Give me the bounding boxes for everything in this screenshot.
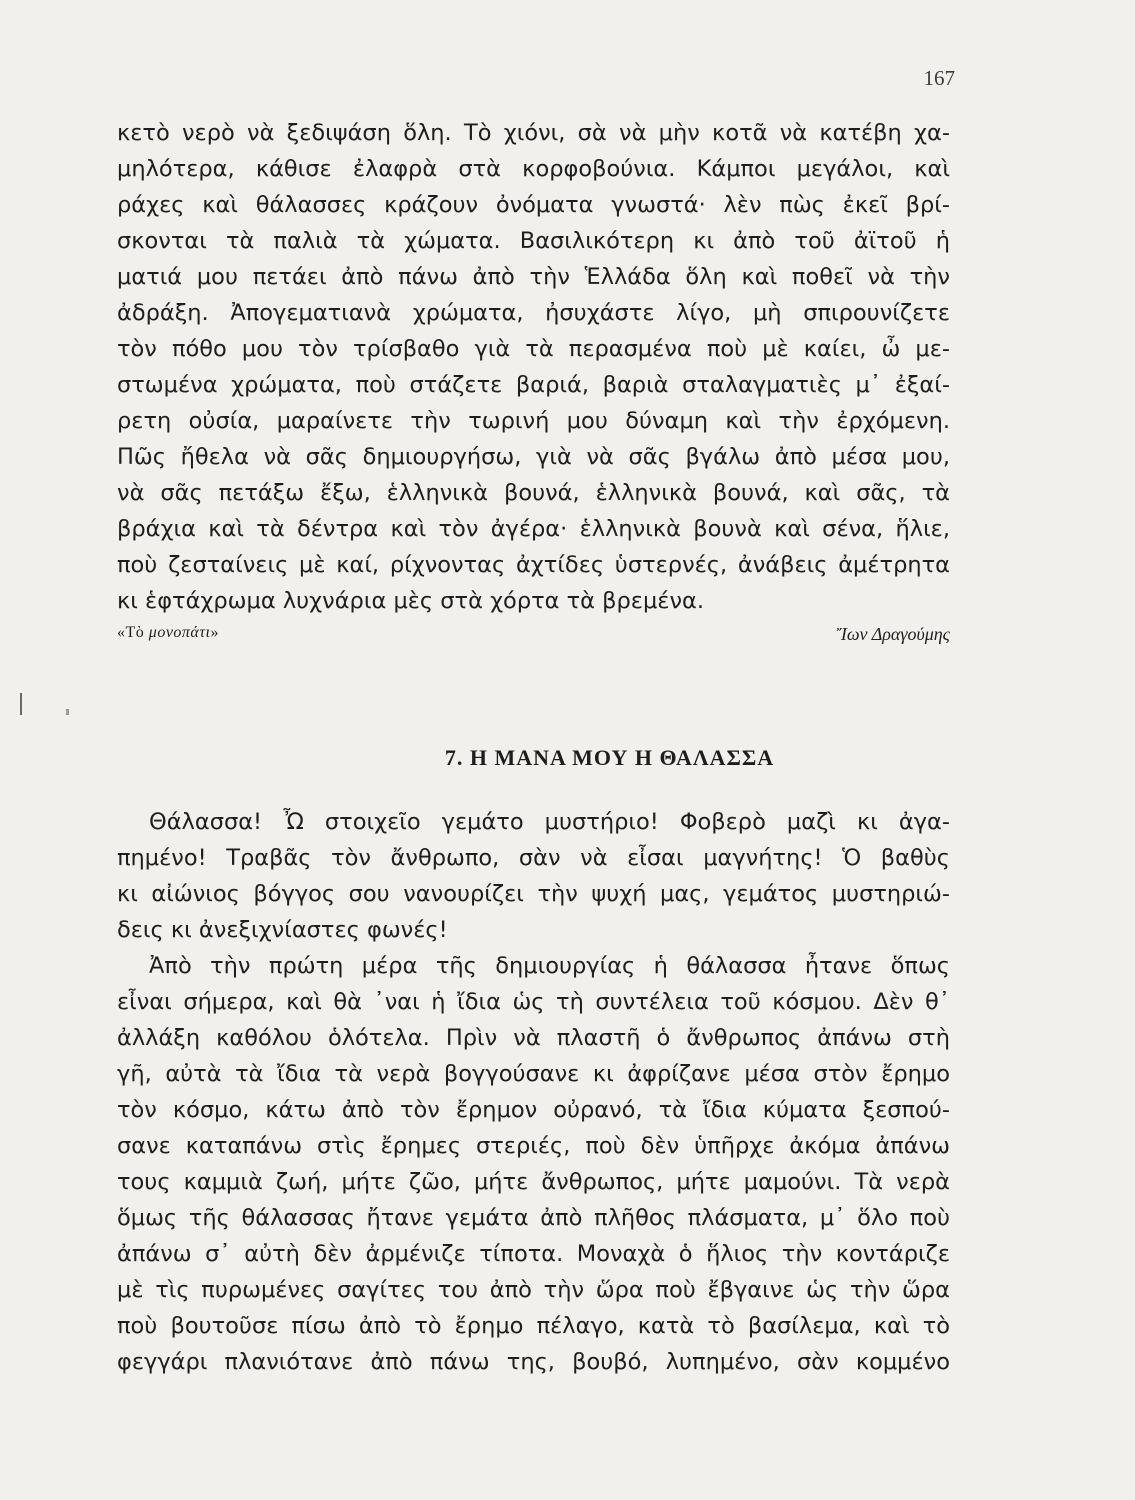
text-line: πημένο! Τραβᾶς τὸν ἄνθρωπο, σὰν νὰ εἶσαι μαγνήτης! Ὁ βαθὺς	[117, 845, 950, 871]
text-line: ὅμως τῆς θάλασσας ἤτανε γεμάτα ἀπὸ πλῆθος πλάσματα, μ᾽ ὅλο ποὺ	[117, 1205, 950, 1231]
text-line: ματιά μου πετάει ἀπὸ πάνω ἀπὸ τὴν Ἑλλάδα ὅλη καὶ ποθεῖ νὰ τὴν	[117, 264, 950, 290]
text-line: δεις κι ἀνεξιχνίαστες φωνές!	[117, 917, 448, 943]
text-line: κετὸ νερὸ νὰ ξεδιψάση ὅλη. Τὸ χιόνι, σὰ νὰ μὴν κοτᾶ νὰ κατέβη χα-	[117, 120, 950, 146]
text-line: ἀδράξη. Ἀπογεματιανὰ χρώματα, ἠσυχάστε λίγο, μὴ σπιρουνίζετε	[117, 300, 950, 326]
text-line: τὸν πόθο μου τὸν τρίσβαθο γιὰ τὰ περασμένα ποὺ μὲ καίει, ὦ με-	[117, 336, 950, 362]
text-line: νὰ σᾶς πετάξω ἔξω, ἑλληνικὰ βουνά, ἑλληνικὰ βουνά, καὶ σᾶς, τὰ	[117, 480, 950, 506]
text-line: φεγγάρι πλανιότανε ἀπὸ πάνω της, βουβό, λυπημένο, σὰν κομμένο	[117, 1349, 950, 1375]
body-text-section-1	[117, 115, 950, 619]
text-line: μὲ τὶς πυρωμένες σαγίτες του ἀπὸ τὴν ὥρα ποὺ ἔβγαινε ὡς τὴν ὥρα	[117, 1277, 950, 1303]
margin-mark	[20, 693, 22, 715]
text-line: ἀλλάξη καθόλου ὁλότελα. Πρὶν νὰ πλαστῆ ὁ ἄνθρωπος ἀπάνω στὴ	[117, 1025, 950, 1051]
text-line: εἶναι σήμερα, καὶ θὰ ᾽ναι ἡ ἴδια ὡς τὴ συντέλεια τοῦ κόσμου. Δὲν θ᾽	[117, 989, 950, 1015]
text-line: τους καμμιὰ ζωή, μήτε ζῶο, μήτε ἄνθρωπος, μήτε μαμούνι. Τὰ νερὰ	[117, 1169, 950, 1195]
text-line: βράχια καὶ τὰ δέντρα καὶ τὸν ἀγέρα· ἑλληνικὰ βουνὰ καὶ σένα, ἥλιε,	[117, 516, 950, 542]
text-line: μηλότερα, κάθισε ἐλαφρὰ στὰ κορφοβούνια. Κάμποι μεγάλοι, καὶ	[117, 156, 950, 182]
text-line: Ἀπὸ τὴν πρώτη μέρα τῆς δημιουργίας ἡ θάλασσα ἦτανε ὅπως	[149, 953, 950, 979]
page-number: 167	[923, 66, 955, 90]
text-line: ποὺ βουτοῦσε πίσω ἀπὸ τὸ ἔρημο πέλαγο, κατὰ τὸ βασίλεμα, καὶ τὸ	[117, 1313, 950, 1339]
text-line: ἀπάνω σ᾽ αὐτὴ δὲν ἀρμένιζε τίποτα. Μοναχὰ ὁ ἥλιος τὴν κοντάριζε	[117, 1241, 950, 1267]
text-line: Θάλασσα! Ὦ στοιχεῖο γεμάτο μυστήριο! Φοβερὸ μαζὶ κι ἀγα-	[149, 809, 950, 835]
text-line: σανε καταπάνω στὶς ἔρημες στεριές, ποὺ δὲν ὑπῆρχε ἀκόμα ἀπάνω	[117, 1133, 950, 1159]
text-line: Πῶς ἤθελα νὰ σᾶς δημιουργήσω, γιὰ νὰ σᾶς βγάλω ἀπὸ μέσα μου,	[117, 444, 950, 470]
text-line: ράχες καὶ θάλασσες κράζουν ὀνόματα γνωστά· λὲν πὼς ἐκεῖ βρί-	[117, 192, 950, 218]
text-line: κι αἰώνιος βόγγος σου νανουρίζει τὴν ψυχή μας, γεμάτος μυστηριώ-	[117, 881, 950, 907]
body-text-section-2	[117, 804, 950, 1380]
chapter-heading	[0, 745, 1135, 771]
text-line: τὸν κόσμο, κάτω ἀπὸ τὸν ἔρημον οὐρανό, τὰ ἴδια κύματα ξεσπού-	[117, 1097, 950, 1123]
text-line: στωμένα χρώματα, ποὺ στάζετε βαριά, βαριὰ σταλαγματιὲς μ᾽ ἐξαί-	[117, 372, 950, 398]
author-name: Ἴων Δραγούμης	[836, 624, 950, 644]
source-close: »	[210, 624, 219, 641]
text-line: ρετη οὐσία, μαραίνετε τὴν τωρινή μου δύναμη καὶ τὴν ἐρχόμενη.	[117, 408, 950, 434]
attribution	[117, 622, 950, 648]
margin-dot	[66, 709, 69, 715]
source-open: «Τὸ	[117, 624, 149, 641]
source-title: μονοπάτι	[148, 624, 211, 641]
text-line: σκονται τὰ παλιὰ τὰ χώματα. Βασιλικότερη κι ἀπὸ τοῦ ἀϊτοῦ ἡ	[117, 228, 950, 254]
text-line: κι ἑφτάχρωμα λυχνάρια μὲς στὰ χόρτα τὰ βρεμένα.	[117, 588, 704, 614]
source-citation	[117, 624, 219, 642]
chapter-heading-text: 7. Η ΜΑΝΑ ΜΟΥ Η ΘΑΛΑΣΣΑ	[444, 745, 775, 770]
text-line: γῆ, αὐτὰ τὰ ἴδια τὰ νερὰ βογγούσανε κι ἀφρίζανε μέσα στὸν ἔρημο	[117, 1061, 950, 1087]
text-line: ποὺ ζεσταίνεις μὲ καί, ρίχνοντας ἀχτίδες ὑστερνές, ἀνάβεις ἀμέτρητα	[117, 552, 950, 578]
